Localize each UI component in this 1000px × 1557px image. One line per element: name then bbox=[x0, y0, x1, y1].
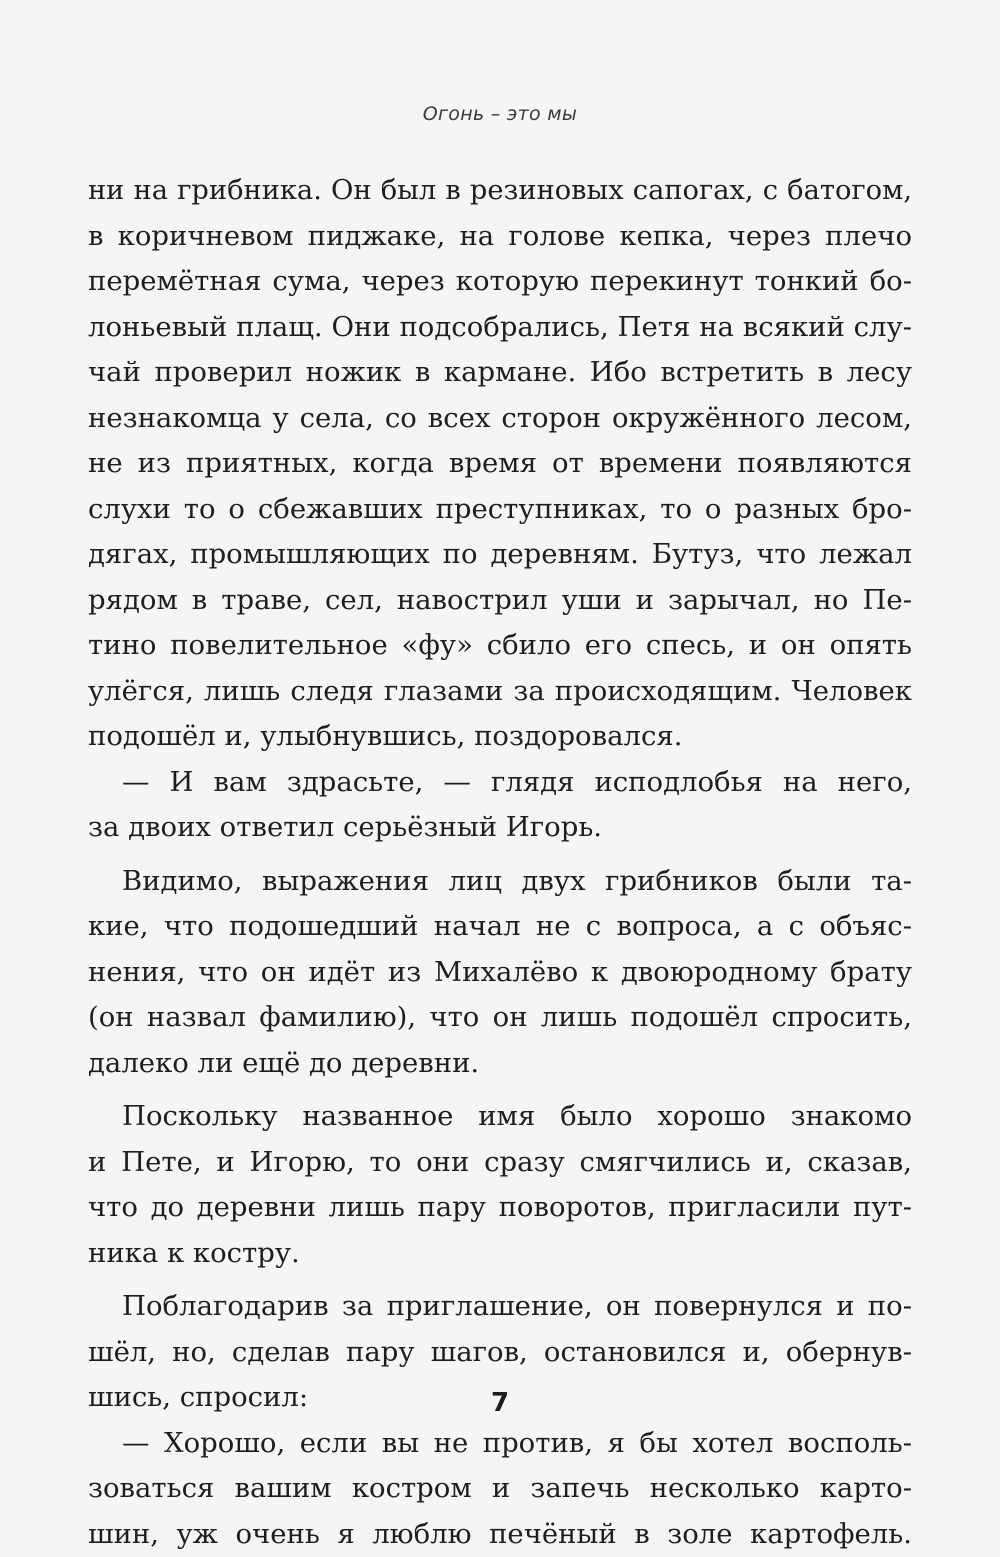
text-line: слухи то о сбежавших преступниках, то о разных бро- bbox=[88, 487, 912, 533]
text-line: и Пете, и Игорю, то они сразу смягчились и, сказав, bbox=[88, 1140, 912, 1186]
body-text bbox=[88, 168, 912, 1557]
paragraph-gap bbox=[88, 1086, 912, 1094]
running-title: Огонь – это мы bbox=[0, 103, 1000, 125]
text-line: рядом в траве, сел, навострил уши и зарычал, но Пе- bbox=[88, 578, 912, 624]
text-line: лоньевый плащ. Они подсобрались, Петя на всякий слу- bbox=[88, 305, 912, 351]
paragraph-gap bbox=[88, 1276, 912, 1284]
text-line: (он назвал фамилию), что он лишь подошёл спросить, bbox=[88, 995, 912, 1041]
paragraph bbox=[88, 859, 912, 1087]
text-line: Видимо, выражения лиц двух грибников были та- bbox=[88, 859, 912, 905]
text-line: ни на грибника. Он был в резиновых сапогах, с батогом, bbox=[88, 168, 912, 214]
text-line: подошёл и, улыбнувшись, поздоровался. bbox=[88, 714, 912, 760]
text-line: не из приятных, когда время от времени появляются bbox=[88, 441, 912, 487]
paragraph-gap bbox=[88, 851, 912, 859]
text-line: шись, спросил: bbox=[88, 1375, 912, 1421]
text-line: тино повелительное «фу» сбило его спесь, и он опять bbox=[88, 623, 912, 669]
text-line: ника к костру. bbox=[88, 1231, 912, 1277]
text-line: зоваться вашим костром и запечь несколько карто- bbox=[88, 1466, 912, 1512]
text-line: шин, уж очень я люблю печёный в золе картофель. bbox=[88, 1512, 912, 1557]
paragraph bbox=[88, 1094, 912, 1276]
text-line: чай проверил ножик в кармане. Ибо встретить в лесу bbox=[88, 350, 912, 396]
text-line: дягах, промышляющих по деревням. Бутуз, что лежал bbox=[88, 532, 912, 578]
text-line: — И вам здрасьте, — глядя исподлобья на него, bbox=[88, 760, 912, 806]
text-line: — Хорошо, если вы не против, я бы хотел восполь- bbox=[88, 1421, 912, 1467]
text-line: перемётная сума, через которую перекинут тонкий бо- bbox=[88, 259, 912, 305]
text-line: шёл, но, сделав пару шагов, остановился и, обернув- bbox=[88, 1330, 912, 1376]
text-line: далеко ли ещё до деревни. bbox=[88, 1041, 912, 1087]
paragraph bbox=[88, 1421, 912, 1557]
text-line: что до деревни лишь пару поворотов, пригласили пут- bbox=[88, 1185, 912, 1231]
text-line: Поблагодарив за приглашение, он повернулся и по- bbox=[88, 1284, 912, 1330]
text-line: кие, что подошедший начал не с вопроса, а с объяс- bbox=[88, 904, 912, 950]
text-line: нения, что он идёт из Михалёво к двоюродному брату bbox=[88, 950, 912, 996]
text-line: незнакомца у села, со всех сторон окружённого лесом, bbox=[88, 396, 912, 442]
paragraph bbox=[88, 168, 912, 760]
page-number: 7 bbox=[0, 1388, 1000, 1418]
text-line: в коричневом пиджаке, на голове кепка, через плечо bbox=[88, 214, 912, 260]
text-line: за двоих ответил серьёзный Игорь. bbox=[88, 805, 912, 851]
text-line: улёгся, лишь следя глазами за происходящим. Человек bbox=[88, 669, 912, 715]
paragraph bbox=[88, 760, 912, 851]
text-line: Поскольку названное имя было хорошо знакомо bbox=[88, 1094, 912, 1140]
